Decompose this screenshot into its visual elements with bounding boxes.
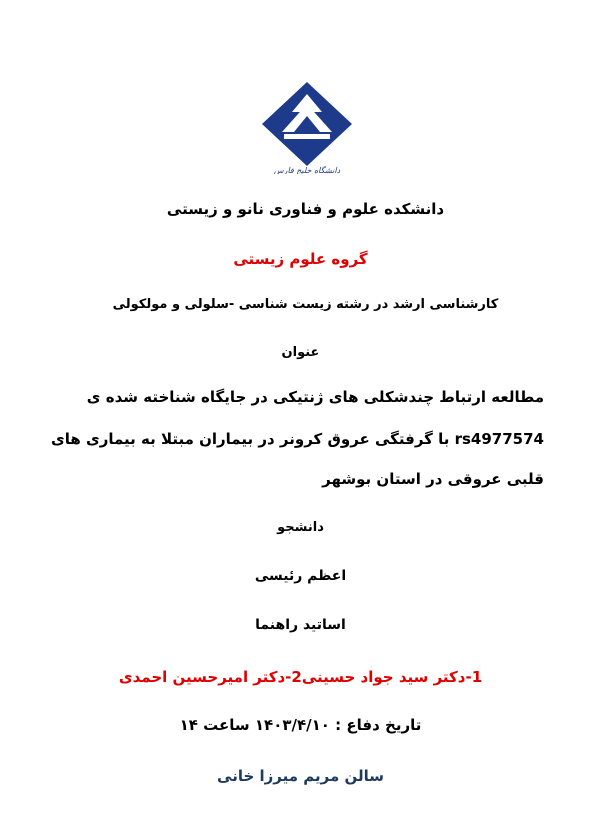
student-name: اعظم رئیسی xyxy=(254,568,347,584)
group-name: گروه علوم زیستی xyxy=(233,250,368,268)
thesis-title-line-2: rs4977574 با گرفتگی عروق کرونر در بیماران مبتلا به بیماری های xyxy=(50,430,544,448)
student-label: دانشجو xyxy=(277,520,324,535)
defense-hall: سالن مریم میرزا خانی xyxy=(217,767,384,785)
thesis-title-line-1: مطالعه ارتباط چندشکلی های ژنتیکی در جایگاه شناخته شده ی xyxy=(86,388,544,406)
faculty-name: دانشکده علوم و فناوری نانو و زیستی xyxy=(166,200,445,218)
university-logo xyxy=(262,82,352,174)
advisors-label: اساتید راهنما xyxy=(255,617,346,633)
program-name: کارشناسی ارشد در رشته زیست شناسی -سلولی و مولکولی xyxy=(112,297,499,312)
advisors-names: 1-دکتر سید جواد حسینی2-دکتر امیرحسین احمدی xyxy=(118,668,483,686)
thesis-title-line-3: قلبی عروقی در استان بوشهر xyxy=(322,470,544,488)
defense-date: تاریخ دفاع : ۱۴۰۳/۴/۱۰ ساعت ۱۴ xyxy=(179,716,422,734)
logo-caption: دانشگاه خلیج فارس xyxy=(273,166,341,174)
title-label: عنوان xyxy=(281,345,320,360)
